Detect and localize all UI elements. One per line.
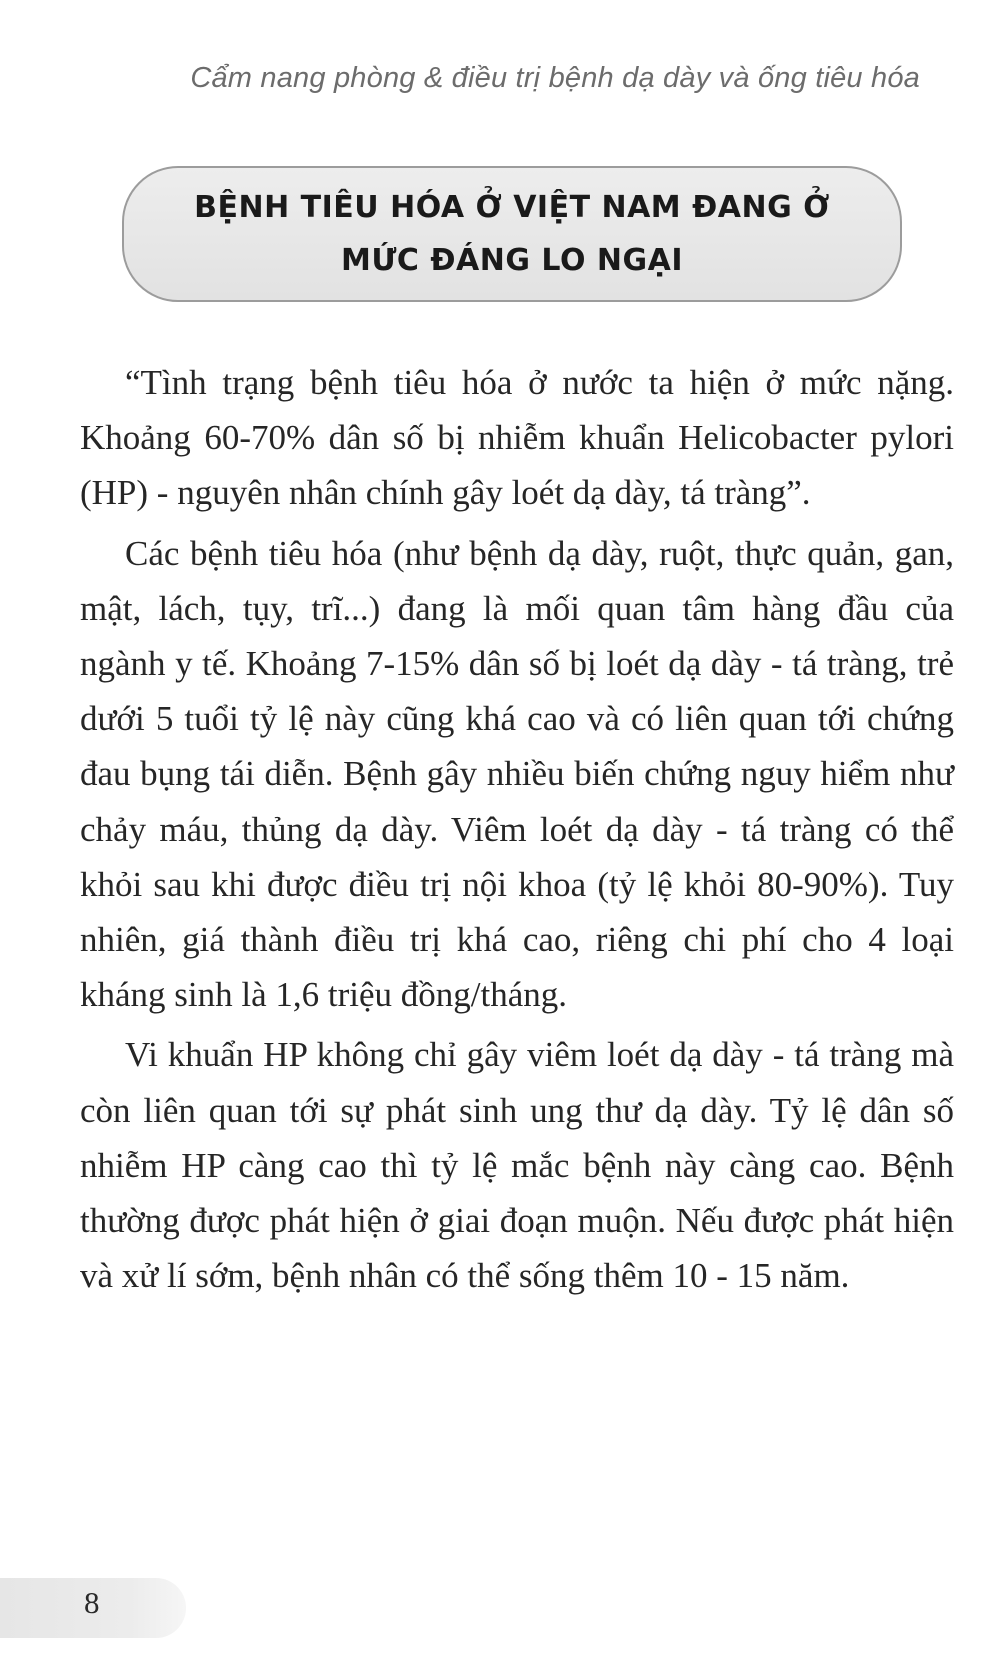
section-title-line-1: BỆNH TIÊU HÓA Ở VIỆT NAM ĐANG Ở	[194, 190, 830, 225]
section-title-line-2: MỨC ĐÁNG LO NGẠI	[340, 243, 683, 278]
paragraph-quote: “Tình trạng bệnh tiêu hóa ở nước ta hiện ở mức nặng. Khoảng 60-70% dân số bị nhiễm khuẩn Helicobacter pylori (HP) - nguyên nhân chính gây loét dạ dày, tá tràng”.	[80, 363, 954, 513]
running-header: Cẩm nang phòng & điều trị bệnh dạ dày và ống tiêu hóa	[190, 62, 920, 94]
paragraph-hp-bacteria: Vi khuẩn HP không chỉ gây viêm loét dạ dày - tá tràng mà còn liên quan tới sự phát sinh ung thư dạ dày. Tỷ lệ dân số nhiễm HP càng cao thì tỷ lệ mắc bệnh này càng cao. Bệnh thường được phát hiện ở giai đoạn muộn. Nếu được phát hiện và xử lí sớm, bệnh nhân có thể sống thêm 10 - 15 năm.	[80, 1035, 954, 1296]
paragraph-diseases: Các bệnh tiêu hóa (như bệnh dạ dày, ruột, thực quản, gan, mật, lách, tụy, trĩ...) đang là mối quan tâm hàng đầu của ngành y tế. Khoảng 7-15% dân số bị loét dạ dày - tá tràng, trẻ dưới 5 tuổi tỷ lệ này cũng khá cao và có liên quan tới chứng đau bụng tái diễn. Bệnh gây nhiều biến chứng nguy hiểm như chảy máu, thủng dạ dày. Viêm loét dạ dày - tá tràng có thể khỏi sau khi được điều trị nội khoa (tỷ lệ khỏi 80-90%). Tuy nhiên, giá thành điều trị khá cao, riêng chi phí cho 4 loại kháng sinh là 1,6 triệu đồng/tháng.	[80, 533, 954, 1015]
page-number: 8	[84, 1585, 100, 1620]
body-text	[80, 355, 954, 1308]
section-title-box	[122, 166, 902, 302]
